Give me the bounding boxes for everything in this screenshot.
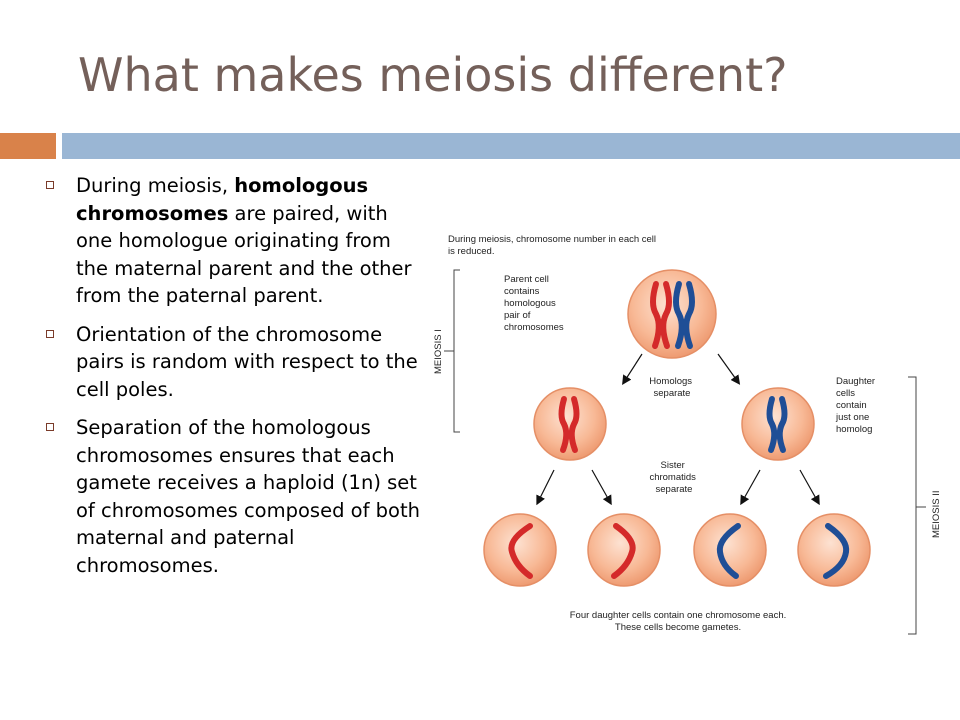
sister-label-line: Sister <box>660 460 685 471</box>
bullet-text-bold: homologous chromosomes <box>76 174 369 225</box>
meiosis-2-bracket <box>908 377 916 634</box>
homologs-label-line: Homologs <box>649 376 693 387</box>
daughter-label-line: Daughter <box>836 376 876 387</box>
sister-label-line: chromatids <box>649 472 696 483</box>
daughter-cells-label <box>835 376 878 435</box>
diagram-footer-line2: These cells become gametes. <box>614 622 742 633</box>
gamete-cell <box>694 514 766 586</box>
daughter-label-line: contain <box>836 400 867 411</box>
sister-chromatids-label <box>649 460 698 495</box>
parent-label-line: Parent cell <box>504 274 549 285</box>
diagram-footer-line1: Four daughter cells contain one chromosome each. <box>569 610 787 621</box>
slide-title: What makes meiosis different? <box>78 48 788 102</box>
meiosis-1-bracket <box>454 270 460 432</box>
arrow-icon <box>624 354 642 382</box>
bullet-text-part: are paired, with one homologue originating from the maternal parent and the other from the paternal parent. <box>76 201 412 307</box>
gamete-cell <box>484 514 556 586</box>
meiosis-1-label: MEIOSIS I <box>433 329 444 374</box>
daughter-cell-maternal <box>534 388 606 460</box>
arrow-icon <box>800 470 818 502</box>
arrow-icon <box>592 470 610 502</box>
parent-label-line: contains <box>504 286 540 297</box>
arrow-icon <box>718 354 738 382</box>
parent-label-line: pair of <box>504 310 531 321</box>
bullet-text-part: Orientation of the chromosome pairs is random with respect to the cell poles. <box>76 322 418 401</box>
parent-label-line: homologous <box>504 298 556 309</box>
parent-cell <box>628 270 716 358</box>
bullet-list <box>40 172 425 590</box>
daughter-cell-paternal <box>742 388 814 460</box>
parent-label-line: chromosomes <box>504 322 564 333</box>
meiosis-2-label: MEIOSIS II <box>931 490 942 538</box>
meiosis-diagram <box>420 222 960 652</box>
daughter-label-line: homolog <box>836 424 873 435</box>
diagram-heading-line1: During meiosis, chromosome number in each cell <box>448 234 657 245</box>
title-divider-bar <box>62 133 960 159</box>
daughter-label-line: cells <box>836 388 856 399</box>
sister-label-line: separate <box>655 484 693 495</box>
bullet-item <box>40 172 425 310</box>
homologs-label-line: separate <box>653 388 691 399</box>
arrow-icon <box>742 470 760 502</box>
bullet-text-part: Separation of the homologous chromosomes ensures that each gamete receives a haploid (1n) set of chromosomes composed of both maternal and paternal chromosomes. <box>76 416 420 577</box>
arrow-icon <box>538 470 554 502</box>
title-accent-bar <box>0 133 56 159</box>
homologs-separate-label <box>649 376 694 399</box>
gamete-cell <box>798 514 870 586</box>
parent-cell-label <box>504 274 564 333</box>
diagram-heading-line2: is reduced. <box>448 246 495 257</box>
gamete-cell <box>588 514 660 586</box>
daughter-label-line: just one <box>836 412 870 423</box>
bullet-item <box>40 414 425 579</box>
square-bullet-icon <box>46 330 54 338</box>
square-bullet-icon <box>46 181 54 189</box>
bullet-text-part: During meiosis, <box>76 174 235 197</box>
bullet-item <box>40 321 425 404</box>
square-bullet-icon <box>46 423 54 431</box>
